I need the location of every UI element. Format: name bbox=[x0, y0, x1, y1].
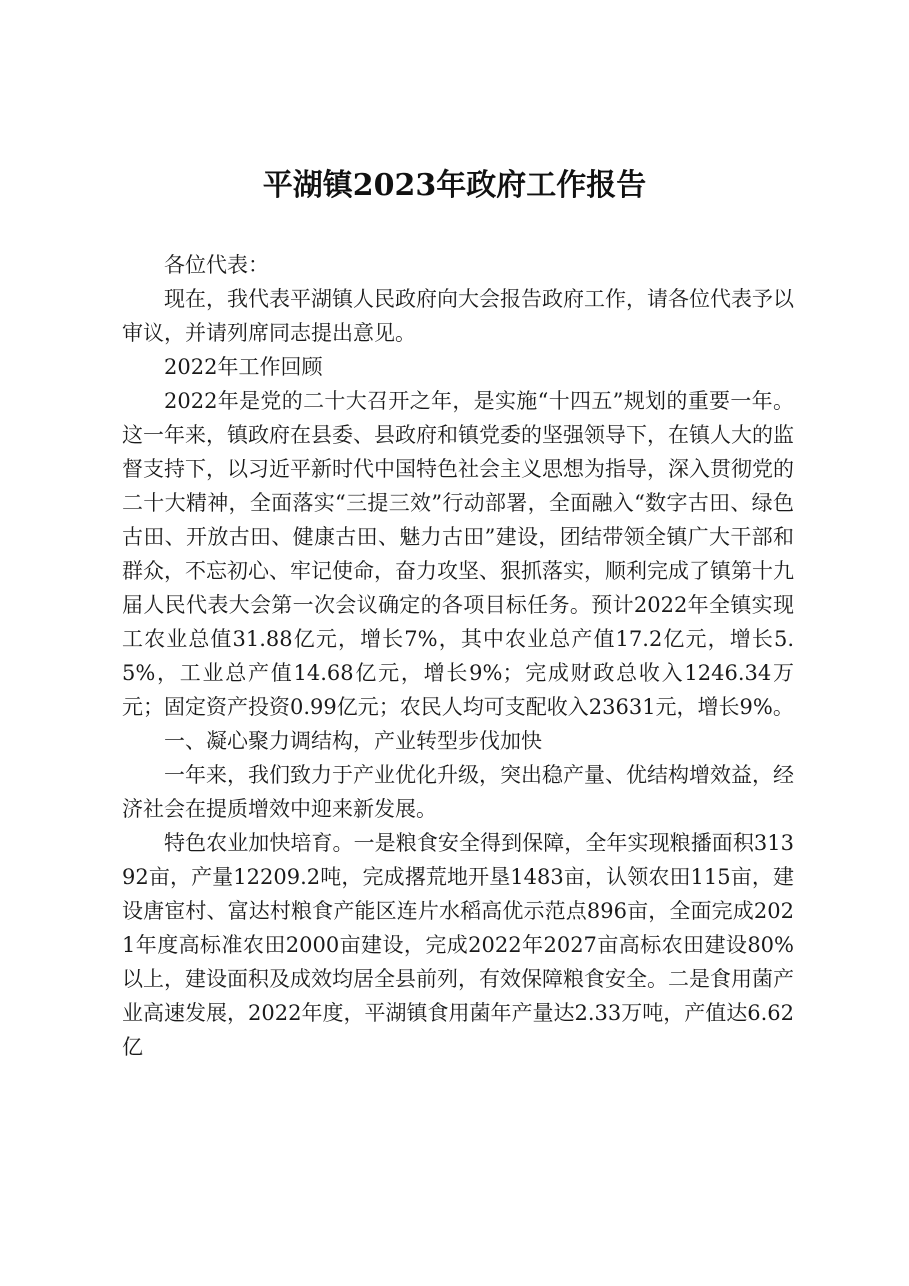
paragraph-review-summary: 2022年是党的二十大召开之年，是实施“十四五”规划的重要一年。这一年来，镇政府在县委、县政府和镇党委的坚强领导下，在镇人大的监督支持下，以习近平新时代中国特色社会主义思想为指导，深入贯彻党的二十大精神，全面落实“三提三效”行动部署，全面融入“数字古田、绿色古田、开放古田、健康古田、魅力古田”建设，团结带领全镇广大干部和群众，不忘初心、牢记使命，奋力攻坚、狠抓落实，顺利完成了镇第十九届人民代表大会第一次会议确定的各项目标任务。预计2022年全镇实现工农业总值31.88亿元，增长7%，其中农业总产值17.2亿元，增长5.5%，工业总产值14.68亿元，增长9%；完成财政总收入1246.34万元；固定资产投资0.99亿元；农民人均可支配收入23631元，增长9%。 bbox=[122, 389, 794, 719]
section-heading-review: 2022年工作回顾 bbox=[164, 355, 323, 379]
paragraph-intro: 现在，我代表平湖镇人民政府向大会报告政府工作，请各位代表予以审议，并请列席同志提出意见。 bbox=[122, 287, 794, 345]
document-body bbox=[122, 248, 794, 1064]
paragraph-agriculture: 特色农业加快培育。一是粮食安全得到保障，全年实现粮播面积31392亩，产量12209.2吨，完成撂荒地开垦1483亩，认领农田115亩，建设唐宦村、富达村粮食产能区连片水稻高优示范点896亩，全面完成2021年度高标准农田2000亩建设，完成2022年2027亩高标农田建设80%以上，建设面积及成效均居全县前列，有效保障粮食安全。二是食用菌产业高速发展，2022年度，平湖镇食用菌年产量达2.33万吨，产值达6.62亿 bbox=[122, 831, 794, 1059]
document-title: 平湖镇2023年政府工作报告 bbox=[262, 168, 647, 203]
paragraph-salutation: 各位代表： bbox=[164, 253, 269, 277]
paragraph-industry-upgrade: 一年来，我们致力于产业优化升级，突出稳产量、优结构增效益，经济社会在提质增效中迎来新发展。 bbox=[122, 763, 794, 821]
section-heading-one: 一、凝心聚力调结构，产业转型步伐加快 bbox=[164, 729, 542, 753]
